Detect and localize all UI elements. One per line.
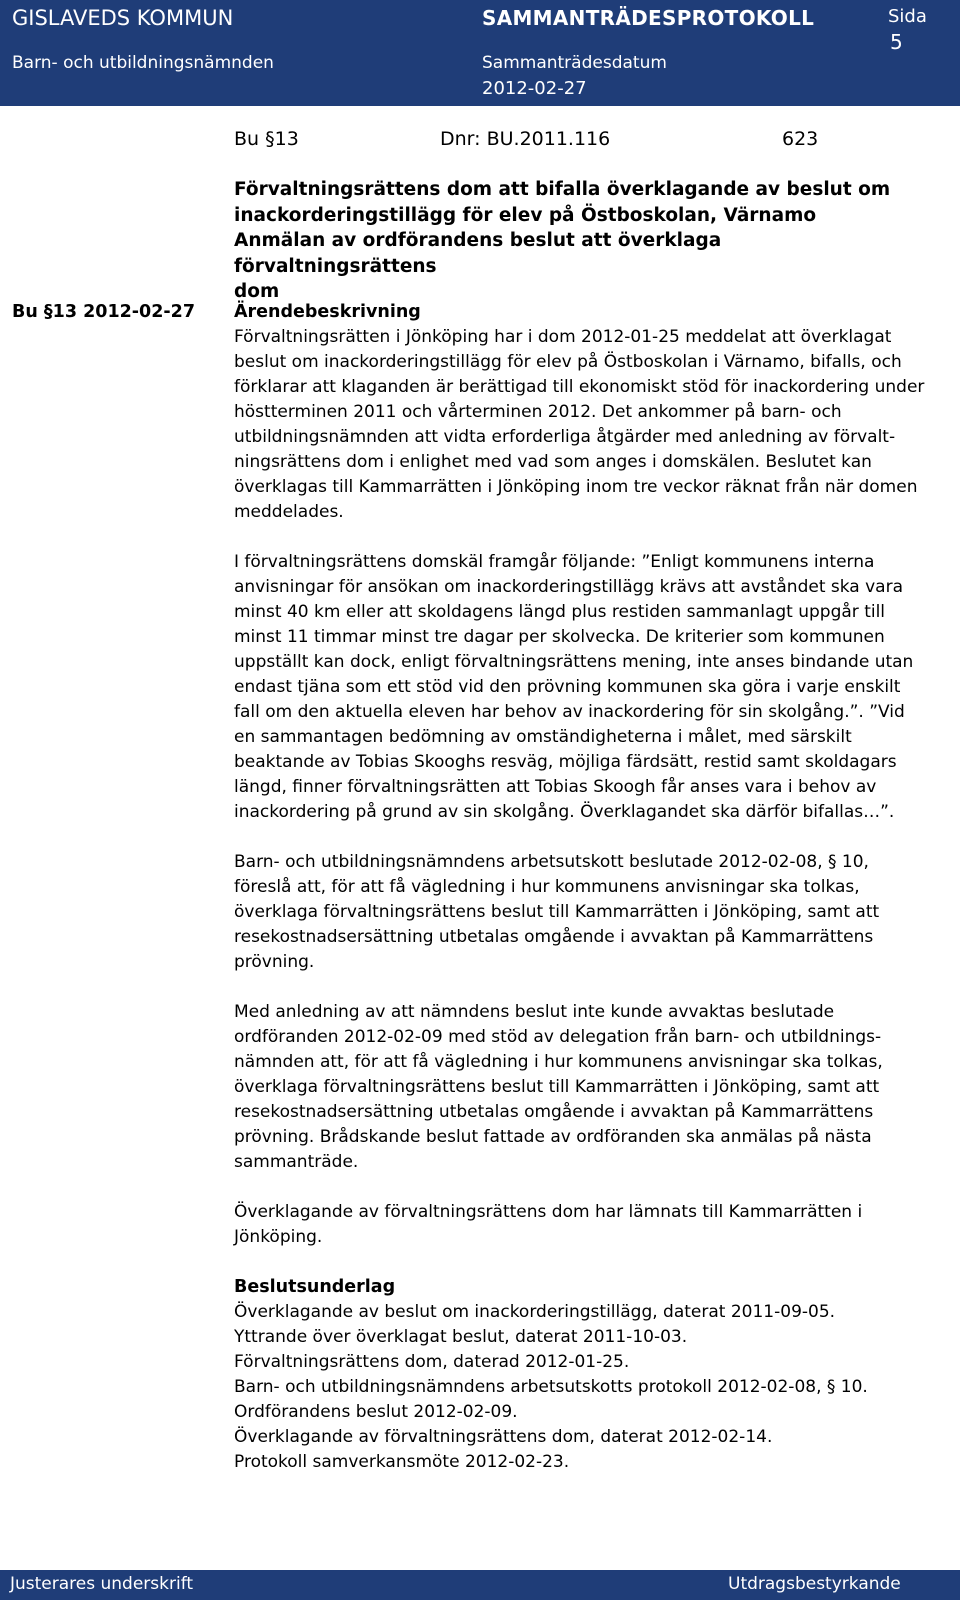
main-body	[234, 300, 926, 1475]
body-paragraph: I förvaltningsrättens domskäl framgår följande: ”Enligt kommunens interna anvisningar för ansökan om inackorderingstillägg krävs att avståndet ska vara minst 40 km eller att skoldagens längd plus restiden sammanlagt uppgår till minst 11 timmar minst tre dagar per skolvecka. De kriterier som kommunen uppställt kan dock, enligt förvaltningsrättens mening, inte anses bindande utan endast tjäna som ett stöd vid den prövning kommunen ska göra i varje enskilt fall om den aktuella eleven har behov av inackordering för sin skolgång.”. ”Vid en sammantagen bedömning av omständigheterna i målet, med särskilt beaktande av Tobias Skooghs resväg, möjliga färdsätt, restid samt skoldagars längd, finner förvaltningsrätten att Tobias Skoogh får anses vara i behov av inackordering på grund av sin skolgång. Överklagandet ska därför bifallas…”.	[234, 552, 914, 822]
meeting-date-label: Sammanträdesdatum	[482, 53, 667, 73]
body-paragraph: Förvaltningsrätten i Jönköping har i dom 2012-01-25 meddelat att överklagat beslut om inackorderingstillägg för elev på Östboskolan i Värnamo, bifalls, och förklarar att klaganden är berättigad till ekonomiskt stöd för inackordering under höstterminen 2011 och vårterminen 2012. Det ankommer på barn- och utbildningsnämnden att vidta erforderliga åtgärder med anledning av förvalt-ningsrättens dom i enlighet med vad som anges i domskälen. Beslutet kan överklagas till Kammarrätten i Jönköping inom tre veckor räknat från när domen meddelades.	[234, 327, 925, 522]
header-bar	[0, 0, 960, 106]
side-paragraph-date-label: Bu §13 2012-02-27	[12, 302, 196, 322]
reference-number: 623	[782, 128, 819, 150]
list-item: Yttrande över överklagat beslut, daterat 2011-10-03.	[234, 1327, 688, 1347]
body-paragraph: Barn- och utbildningsnämndens arbetsutskott beslutade 2012-02-08, § 10, föreslå att, för att få vägledning i hur kommunens anvisningar ska tolkas, överklaga förvaltningsrättens beslut till Kammarrätten i Jönköping, samt att resekostnadsersättning utbetalas omgående i avvaktan på Kammarrättens prövning.	[234, 852, 880, 972]
title-line: Anmälan av ordförandens beslut att överklaga förvaltningsrättens	[234, 230, 722, 277]
document-title	[234, 177, 914, 305]
section-heading: Ärendebeskrivning	[234, 302, 421, 322]
organization-name: GISLAVEDS KOMMUN	[12, 6, 234, 30]
meeting-date: 2012-02-27	[482, 78, 587, 99]
list-item: Protokoll samverkansmöte 2012-02-23.	[234, 1452, 570, 1472]
list-item: Barn- och utbildningsnämndens arbetsutskotts protokoll 2012-02-08, § 10.	[234, 1377, 868, 1397]
decision-basis-heading: Beslutsunderlag	[234, 1277, 396, 1297]
list-item: Överklagande av förvaltningsrättens dom, daterat 2012-02-14.	[234, 1427, 773, 1447]
page-label: Sida	[888, 6, 927, 27]
title-line: inackorderingstillägg för elev på Östboskolan, Värnamo	[234, 204, 817, 226]
body-paragraph: Med anledning av att nämndens beslut inte kunde avvaktas beslutade ordföranden 2012-02-09 med stöd av delegation från barn- och utbildnings-nämnden att, för att få vägledning i hur kommunens anvisningar ska tolkas, överklaga förvaltningsrättens beslut till Kammarrätten i Jönköping, samt att resekostnadsersättning utbetalas omgående i avvaktan på Kammarrättens prövning. Brådskande beslut fattade av ordföranden ska anmälas på nästa sammanträde.	[234, 1002, 883, 1172]
document-type-title: SAMMANTRÄDESPROTOKOLL	[482, 6, 815, 30]
list-item: Förvaltningsrättens dom, daterad 2012-01-25.	[234, 1352, 630, 1372]
paragraph-reference: Bu §13	[234, 128, 299, 150]
footer-bar	[0, 1570, 960, 1600]
list-item: Ordförandens beslut 2012-02-09.	[234, 1402, 518, 1422]
extract-certification-label: Utdragsbestyrkande	[728, 1574, 901, 1594]
body-paragraph: Överklagande av förvaltningsrättens dom har lämnats till Kammarrätten i Jönköping.	[234, 1202, 863, 1247]
title-line: Förvaltningsrättens dom att bifalla överklagande av beslut om	[234, 179, 891, 200]
list-item: Överklagande av beslut om inackorderingstillägg, daterat 2011-09-05.	[234, 1302, 836, 1322]
title-line: dom	[234, 281, 280, 302]
page-number: 5	[890, 30, 903, 54]
decision-basis-list	[234, 1300, 926, 1475]
department-name: Barn- och utbildningsnämnden	[12, 53, 274, 73]
adjuster-signature-label: Justerares underskrift	[10, 1574, 194, 1594]
diary-number: Dnr: BU.2011.116	[440, 128, 611, 150]
